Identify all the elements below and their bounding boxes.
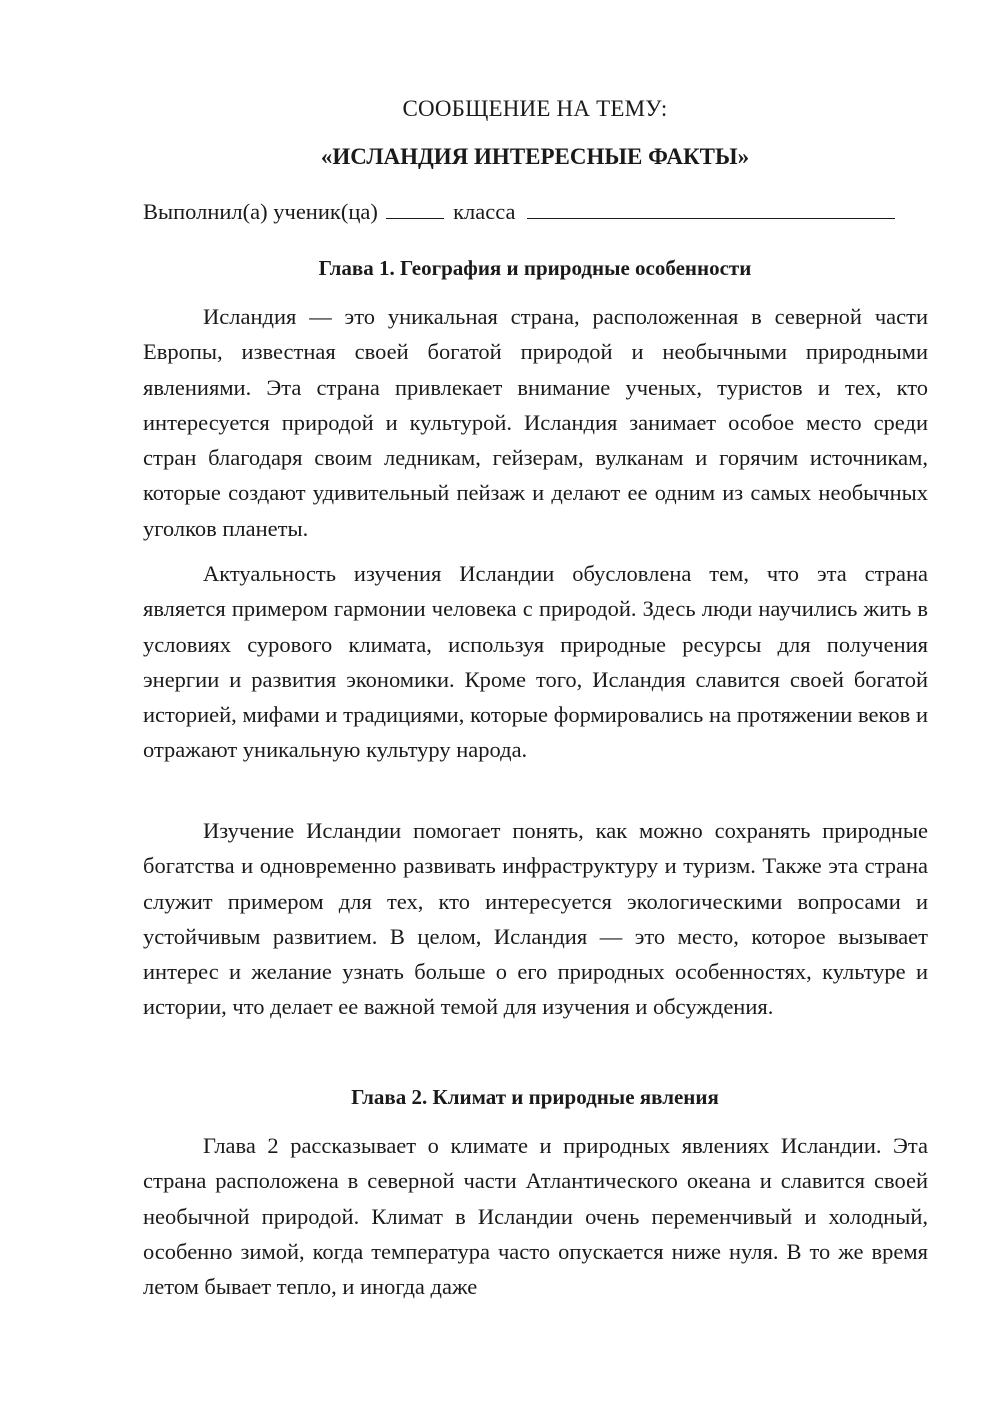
document-title-topic: «ИСЛАНДИЯ ИНТЕРЕСНЫЕ ФАКТЫ» (320, 144, 750, 169)
chapter-1-paragraph-1: Исландия — это уникальная страна, расположенная в северной части Европы, известная своей богатой природой и необычными природными явлениями. Эта страна привлекает внимание ученых, туристов и тех, кто интересуется природой и культурой. Исландия занимает особое место среди стран благодаря своим ледникам, гейзерам, вулканам и горячим источникам, которые создают удивительный пейзаж и делают ее одним из самых необычных уголков планеты. (143, 304, 928, 541)
name-blank (527, 196, 895, 219)
chapter-2-paragraph-1: Глава 2 рассказывает о климате и природных явлениях Исландии. Эта страна расположена в северной части Атлантического океана и славится своей необычной природой. Климат в Исландии очень переменчивый и холодный, особенно зимой, когда температура часто опускается ниже нуля. В то же время летом бывает тепло, и иногда даже (143, 1133, 928, 1300)
author-line (143, 196, 933, 227)
grade-blank (386, 196, 444, 219)
chapter-2-heading: Глава 2. Климат и природные явления (351, 1085, 719, 1109)
chapter-1-paragraph-3: Изучение Исландии помогает понять, как можно сохранять природные богатства и одновременно развивать инфраструктуру и туризм. Также эта страна служит примером для тех, кто интересуется экологическими вопросами и устойчивым развитием. В целом, Исландия — это место, которое вызывает интерес и желание узнать больше о его природных особенностях, культуре и истории, что делает ее важной темой для изучения и обсуждения. (143, 818, 928, 1020)
chapter-1-heading: Глава 1. География и природные особенности (318, 256, 752, 280)
document-title-line1: СООБЩЕНИЕ НА ТЕМУ: (402, 96, 668, 121)
chapter-1-paragraph-2: Актуальность изучения Исландии обусловлена тем, что эта страна является примером гармонии человека с природой. Здесь люди научились жить в условиях сурового климата, используя природные ресурсы для получения энергии и развития экономики. Кроме того, Исландия славится своей богатой историей, мифами и традициями, которые формировались на протяжении веков и отражают уникальную культуру народа. (143, 561, 928, 763)
class-label: класса (453, 199, 516, 224)
author-label: Выполнил(а) ученик(ца) (143, 199, 378, 224)
